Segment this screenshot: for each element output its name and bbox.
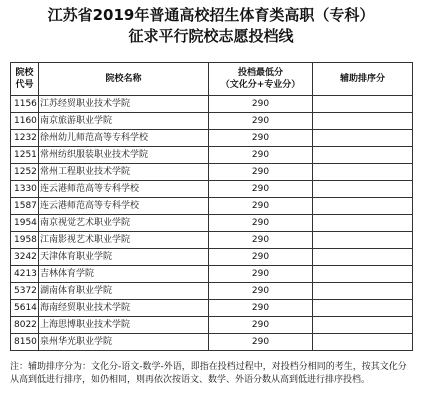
cell-name: 江南影视艺术职业学院 [39, 232, 209, 249]
cell-score: 290 [209, 198, 313, 215]
cell-code: 1954 [11, 215, 39, 232]
footnote: 注：辅助排序分为：文化分-语文-数学-外语，即指在投档过程中，对投档分相同的考生，按其文化分从高到低进行排序，如仍相同，则再依次按语文、数学、外语分数从高到低进行排序投档。 [10, 362, 407, 385]
header-code [11, 63, 39, 96]
cell-aux [313, 300, 413, 317]
cell-name: 南京旅游职业学院 [39, 113, 209, 130]
header-score [209, 63, 313, 96]
header-score-line2: （文化分+专业分） [220, 80, 301, 90]
cell-aux [313, 164, 413, 181]
table-body [11, 96, 413, 351]
table-row [11, 300, 413, 317]
cell-code: 1252 [11, 164, 39, 181]
cell-code: 1232 [11, 130, 39, 147]
cell-code: 8022 [11, 317, 39, 334]
page-subtitle: 征求平行院校志愿投档线 [128, 27, 294, 45]
cell-score: 290 [209, 181, 313, 198]
cell-score: 290 [209, 232, 313, 249]
cell-name: 常州工程职业技术学院 [39, 164, 209, 181]
cell-score: 290 [209, 96, 313, 113]
table-row [11, 232, 413, 249]
cell-name: 连云港师范高等专科学校 [39, 181, 209, 198]
table-row [11, 164, 413, 181]
cell-score: 290 [209, 164, 313, 181]
header-code-line2: 代号 [15, 80, 34, 90]
table-row [11, 113, 413, 130]
admission-score-table [10, 62, 413, 351]
table-row [11, 317, 413, 334]
header-aux: 辅助排序分 [313, 63, 413, 96]
table-row [11, 198, 413, 215]
table-row [11, 215, 413, 232]
cell-code: 1330 [11, 181, 39, 198]
cell-name: 天津体育职业学院 [39, 249, 209, 266]
cell-score: 290 [209, 147, 313, 164]
cell-aux [313, 266, 413, 283]
header-code-line1: 院校 [15, 68, 34, 78]
cell-aux [313, 249, 413, 266]
cell-aux [313, 215, 413, 232]
header-score-line1: 投档最低分 [237, 68, 283, 78]
cell-aux [313, 283, 413, 300]
cell-name: 吉林体育学院 [39, 266, 209, 283]
cell-name: 海南经贸职业技术学院 [39, 300, 209, 317]
cell-score: 290 [209, 283, 313, 300]
cell-score: 290 [209, 130, 313, 147]
table-row [11, 266, 413, 283]
cell-code: 1160 [11, 113, 39, 130]
table-row [11, 283, 413, 300]
cell-aux [313, 113, 413, 130]
cell-name: 徐州幼儿师范高等专科学校 [39, 130, 209, 147]
cell-code: 1958 [11, 232, 39, 249]
cell-aux [313, 334, 413, 351]
table-row [11, 130, 413, 147]
cell-name: 湖南体育职业学院 [39, 283, 209, 300]
table-row [11, 334, 413, 351]
cell-code: 1156 [11, 96, 39, 113]
cell-aux [313, 130, 413, 147]
cell-score: 290 [209, 215, 313, 232]
cell-score: 290 [209, 113, 313, 130]
header-name: 院校名称 [39, 63, 209, 96]
cell-name: 连云港师范高等专科学校 [39, 198, 209, 215]
cell-code: 5372 [11, 283, 39, 300]
cell-score: 290 [209, 249, 313, 266]
cell-aux [313, 181, 413, 198]
cell-code: 5614 [11, 300, 39, 317]
cell-name: 常州纺织服装职业技术学院 [39, 147, 209, 164]
table-row [11, 249, 413, 266]
cell-score: 290 [209, 266, 313, 283]
cell-score: 290 [209, 334, 313, 351]
cell-name: 泉州华光职业学院 [39, 334, 209, 351]
table-row [11, 96, 413, 113]
cell-score: 290 [209, 300, 313, 317]
cell-code: 1251 [11, 147, 39, 164]
cell-name: 上海思博职业技术学院 [39, 317, 209, 334]
cell-aux [313, 232, 413, 249]
cell-code: 4213 [11, 266, 39, 283]
cell-score: 290 [209, 317, 313, 334]
cell-name: 江苏经贸职业技术学院 [39, 96, 209, 113]
cell-aux [313, 317, 413, 334]
table-row [11, 147, 413, 164]
cell-aux [313, 147, 413, 164]
cell-aux [313, 96, 413, 113]
page-title: 江苏省2019年普通高校招生体育类高职（专科） [47, 6, 375, 24]
cell-aux [313, 198, 413, 215]
cell-name: 南京视觉艺术职业学院 [39, 215, 209, 232]
table-header-row [11, 63, 413, 96]
table-row [11, 181, 413, 198]
cell-code: 1587 [11, 198, 39, 215]
cell-code: 8150 [11, 334, 39, 351]
cell-code: 3242 [11, 249, 39, 266]
